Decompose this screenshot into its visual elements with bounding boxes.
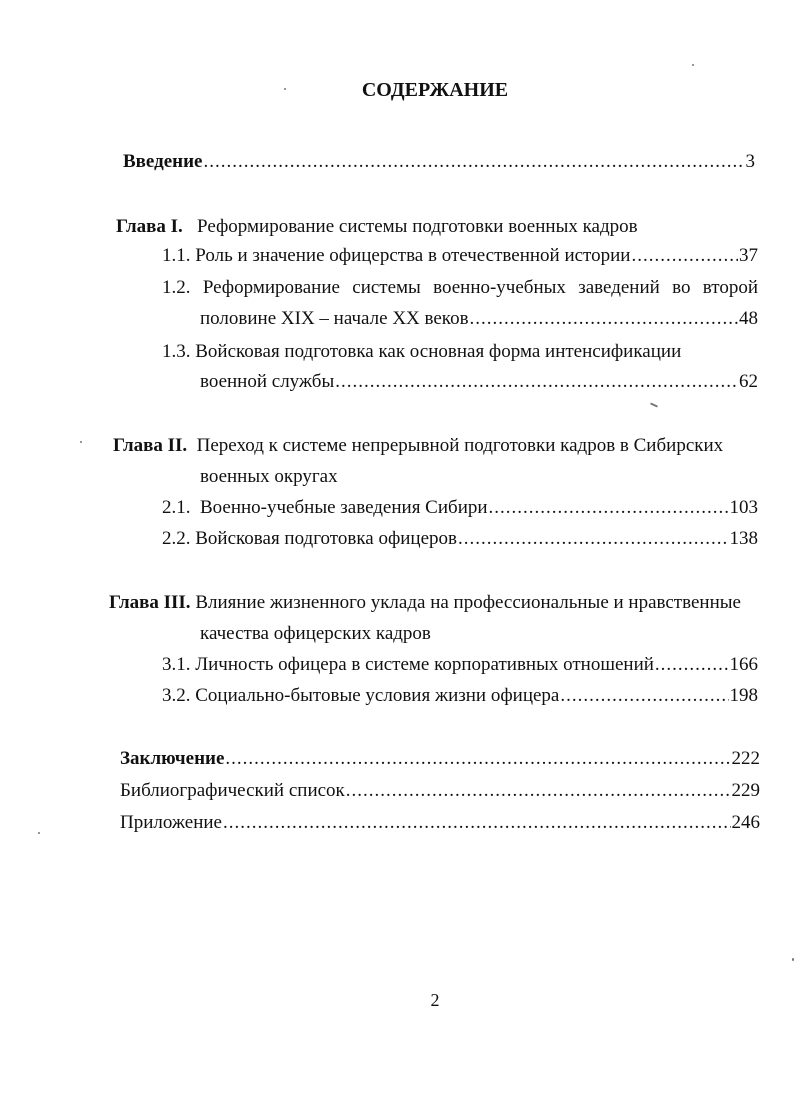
chapter-title: Влияние жизненного уклада на профессиональные и нравственные — [195, 592, 741, 613]
toc-page-number: 48 — [739, 308, 758, 329]
chapter-heading[interactable] — [113, 434, 723, 458]
toc-entry-section[interactable] — [162, 244, 758, 268]
scan-speck — [80, 441, 82, 443]
toc-page-number: 62 — [739, 371, 758, 392]
leader-dots — [470, 307, 738, 331]
section-number: 3.2. — [162, 685, 191, 706]
toc-entry-section[interactable] — [162, 527, 758, 551]
section-title: Роль и значение офицерства в отечественной истории — [195, 245, 631, 266]
leader-dots — [560, 684, 728, 708]
chapter-title: Реформирование системы подготовки военных кадров — [197, 216, 638, 237]
section-title: Реформирование системы военно-учебных заведений во второй — [202, 277, 758, 298]
scan-speck — [650, 402, 658, 407]
toc-page-number: 229 — [731, 780, 760, 801]
chapter-title-cont: военных округах — [200, 466, 338, 487]
toc-page-number: 103 — [729, 497, 758, 518]
leader-dots — [489, 496, 729, 520]
section-number: 1.3. — [162, 341, 191, 362]
toc-entry-intro[interactable] — [123, 150, 755, 174]
leader-dots — [223, 811, 731, 835]
leader-dots — [631, 244, 738, 268]
section-title: Войсковая подготовка как основная форма интенсификации — [195, 341, 682, 362]
section-number: 1.1. — [162, 245, 191, 266]
section-title: Военно-учебные заведения Сибири — [200, 497, 488, 518]
scan-speck — [284, 88, 286, 90]
section-number: 3.1. — [162, 654, 191, 675]
section-number: 2.2. — [162, 528, 191, 549]
toc-entry-section-line2[interactable] — [200, 370, 758, 394]
leader-dots — [458, 527, 729, 551]
toc-entry-section[interactable] — [162, 496, 758, 520]
chapter-heading[interactable] — [109, 591, 741, 615]
page-title: СОДЕРЖАНИЕ — [361, 79, 509, 101]
section-title: Войсковая подготовка офицеров — [195, 528, 457, 549]
section-title: Личность офицера в системе корпоративных отношений — [195, 654, 654, 675]
page-number: 2 — [430, 990, 440, 1010]
leader-dots — [204, 150, 745, 174]
section-title: Социально-бытовые условия жизни офицера — [195, 685, 560, 706]
chapter-label: Глава II. — [113, 435, 188, 456]
toc-entry-label: Заключение — [120, 748, 225, 769]
chapter-title: Переход к системе непрерывной подготовки кадров в Сибирских — [196, 435, 724, 456]
toc-page-number: 246 — [731, 812, 760, 833]
scan-speck — [38, 832, 40, 834]
toc-page-number: 222 — [731, 748, 760, 769]
section-number: 1.2. — [162, 277, 191, 298]
toc-page-number: 37 — [739, 245, 758, 266]
toc-entry-section-line1[interactable] — [162, 276, 758, 300]
toc-page-number: 3 — [745, 151, 755, 172]
chapter-heading[interactable] — [116, 215, 638, 239]
toc-page-number: 198 — [729, 685, 758, 706]
toc-page-number: 138 — [729, 528, 758, 549]
section-number: 2.1. — [162, 497, 191, 518]
toc-entry-bibliography[interactable] — [120, 779, 760, 803]
section-title-cont: половине XIX – начале XX веков — [200, 308, 469, 329]
toc-entry-section[interactable] — [162, 684, 758, 708]
scan-speck — [692, 64, 694, 66]
chapter-label: Глава III. — [109, 592, 191, 613]
leader-dots — [346, 779, 731, 803]
toc-entry-section-line2[interactable] — [200, 307, 758, 331]
leader-dots — [335, 370, 738, 394]
leader-dots — [655, 653, 729, 677]
leader-dots — [225, 747, 730, 771]
chapter-label: Глава I. — [116, 216, 183, 237]
toc-entry-label: Приложение — [120, 812, 222, 833]
chapter-title-cont: качества офицерских кадров — [200, 623, 431, 644]
scan-speck — [792, 958, 794, 961]
section-title-cont: военной службы — [200, 371, 335, 392]
toc-entry-section-line1[interactable] — [162, 340, 681, 364]
toc-entry-label: Введение — [123, 151, 203, 172]
toc-entry-appendix[interactable] — [120, 811, 760, 835]
toc-entry-conclusion[interactable] — [120, 747, 760, 771]
toc-entry-section[interactable] — [162, 653, 758, 677]
toc-page-number: 166 — [729, 654, 758, 675]
toc-entry-label: Библиографический список — [120, 780, 345, 801]
